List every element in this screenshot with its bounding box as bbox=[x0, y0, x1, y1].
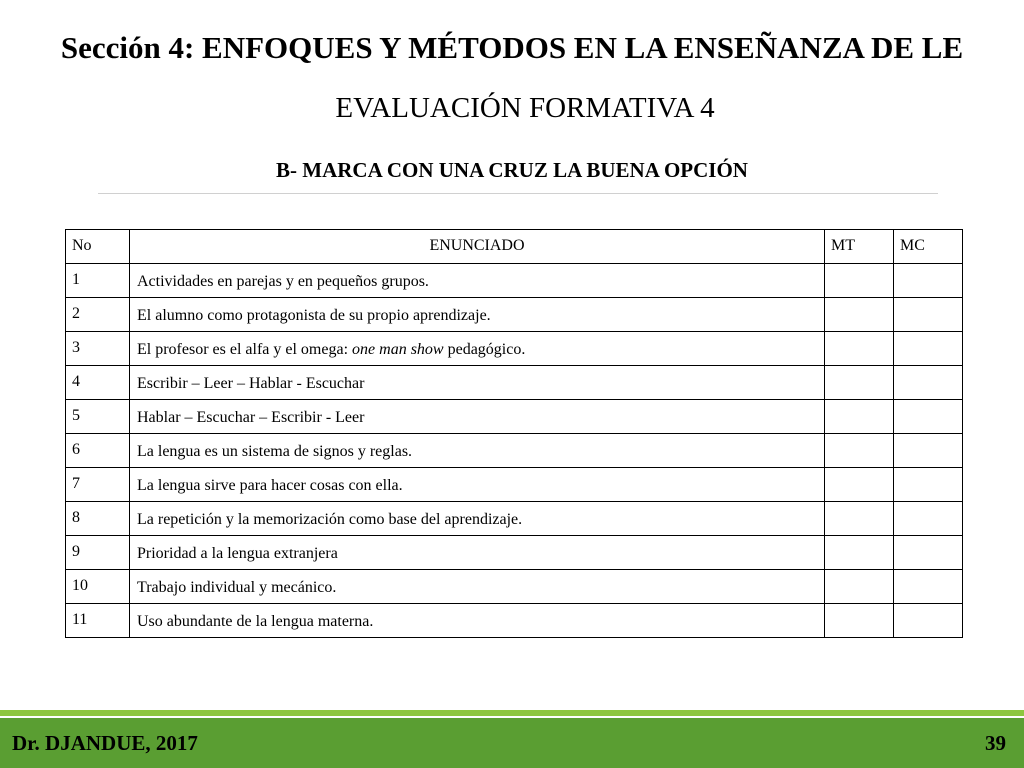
row-number: 3 bbox=[66, 332, 130, 366]
mt-checkbox-cell[interactable] bbox=[825, 264, 894, 298]
statement-cell bbox=[130, 434, 825, 468]
quiz-table bbox=[65, 229, 963, 638]
statement-pre: La repetición y la memorización como base del aprendizaje. bbox=[137, 511, 523, 528]
statement-pre: El profesor es el alfa y el omega: bbox=[137, 341, 353, 358]
mt-checkbox-cell[interactable] bbox=[825, 468, 894, 502]
mc-checkbox-cell[interactable] bbox=[894, 298, 963, 332]
table-header-row bbox=[66, 230, 963, 264]
mc-checkbox-cell[interactable] bbox=[894, 366, 963, 400]
table-row bbox=[66, 264, 963, 298]
mt-checkbox-cell[interactable] bbox=[825, 298, 894, 332]
mc-checkbox-cell[interactable] bbox=[894, 604, 963, 638]
mc-checkbox-cell[interactable] bbox=[894, 536, 963, 570]
mc-checkbox-cell[interactable] bbox=[894, 434, 963, 468]
row-number: 5 bbox=[66, 400, 130, 434]
mt-checkbox-cell[interactable] bbox=[825, 570, 894, 604]
mt-checkbox-cell[interactable] bbox=[825, 604, 894, 638]
table-row bbox=[66, 604, 963, 638]
mc-checkbox-cell[interactable] bbox=[894, 570, 963, 604]
row-number: 1 bbox=[66, 264, 130, 298]
table-row bbox=[66, 502, 963, 536]
row-number: 8 bbox=[66, 502, 130, 536]
instruction-heading: B- MARCA CON UNA CRUZ LA BUENA OPCIÓN bbox=[276, 158, 748, 182]
page-number: 39 bbox=[985, 731, 1006, 755]
statement-cell bbox=[130, 468, 825, 502]
statement-pre: El alumno como protagonista de su propio aprendizaje. bbox=[137, 307, 491, 324]
table-row bbox=[66, 536, 963, 570]
statement-pre: Prioridad a la lengua extranjera bbox=[137, 545, 338, 562]
table-row bbox=[66, 570, 963, 604]
row-number: 7 bbox=[66, 468, 130, 502]
table-row bbox=[66, 434, 963, 468]
column-header-mt: MT bbox=[825, 230, 894, 264]
mt-checkbox-cell[interactable] bbox=[825, 434, 894, 468]
statement-cell bbox=[130, 332, 825, 366]
statement-pre: Actividades en parejas y en pequeños grupos. bbox=[137, 273, 429, 290]
page-subtitle: EVALUACIÓN FORMATIVA 4 bbox=[335, 92, 715, 124]
divider bbox=[98, 193, 938, 194]
mc-checkbox-cell[interactable] bbox=[894, 502, 963, 536]
statement-pre: Trabajo individual y mecánico. bbox=[137, 579, 337, 596]
statement-cell bbox=[130, 536, 825, 570]
statement-pre: La lengua sirve para hacer cosas con ella. bbox=[137, 477, 403, 494]
table-row bbox=[66, 298, 963, 332]
row-number: 9 bbox=[66, 536, 130, 570]
statement-pre: La lengua es un sistema de signos y reglas. bbox=[137, 443, 413, 460]
statement-cell bbox=[130, 400, 825, 434]
footer-author: Dr. DJANDUE, 2017 bbox=[12, 731, 198, 755]
mc-checkbox-cell[interactable] bbox=[894, 400, 963, 434]
mt-checkbox-cell[interactable] bbox=[825, 536, 894, 570]
row-number: 4 bbox=[66, 366, 130, 400]
mt-checkbox-cell[interactable] bbox=[825, 400, 894, 434]
statement-cell bbox=[130, 604, 825, 638]
page-title: Sección 4: ENFOQUES Y MÉTODOS EN LA ENSEÑANZA DE LE bbox=[60, 30, 964, 65]
row-number: 11 bbox=[66, 604, 130, 638]
statement-pre: Escribir – Leer – Hablar - Escuchar bbox=[137, 375, 365, 392]
statement-pre: Uso abundante de la lengua materna. bbox=[137, 613, 374, 630]
statement-cell bbox=[130, 570, 825, 604]
mc-checkbox-cell[interactable] bbox=[894, 468, 963, 502]
column-header-mc: MC bbox=[894, 230, 963, 264]
table-row bbox=[66, 332, 963, 366]
statement-cell bbox=[130, 502, 825, 536]
row-number: 6 bbox=[66, 434, 130, 468]
mc-checkbox-cell[interactable] bbox=[894, 264, 963, 298]
statement-cell bbox=[130, 366, 825, 400]
statement-cell bbox=[130, 264, 825, 298]
table-row bbox=[66, 400, 963, 434]
mc-checkbox-cell[interactable] bbox=[894, 332, 963, 366]
statement-cell bbox=[130, 298, 825, 332]
column-header-enunciado: ENUNCIADO bbox=[130, 230, 825, 264]
statement-post: pedagógico. bbox=[443, 341, 526, 358]
statement-pre: Hablar – Escuchar – Escribir - Leer bbox=[137, 409, 365, 426]
table-row bbox=[66, 366, 963, 400]
mt-checkbox-cell[interactable] bbox=[825, 332, 894, 366]
row-number: 2 bbox=[66, 298, 130, 332]
table-row bbox=[66, 468, 963, 502]
row-number: 10 bbox=[66, 570, 130, 604]
mt-checkbox-cell[interactable] bbox=[825, 366, 894, 400]
footer-stripe bbox=[0, 710, 1024, 716]
column-header-no: No bbox=[66, 230, 130, 264]
statement-em: one man show bbox=[352, 341, 444, 358]
mt-checkbox-cell[interactable] bbox=[825, 502, 894, 536]
